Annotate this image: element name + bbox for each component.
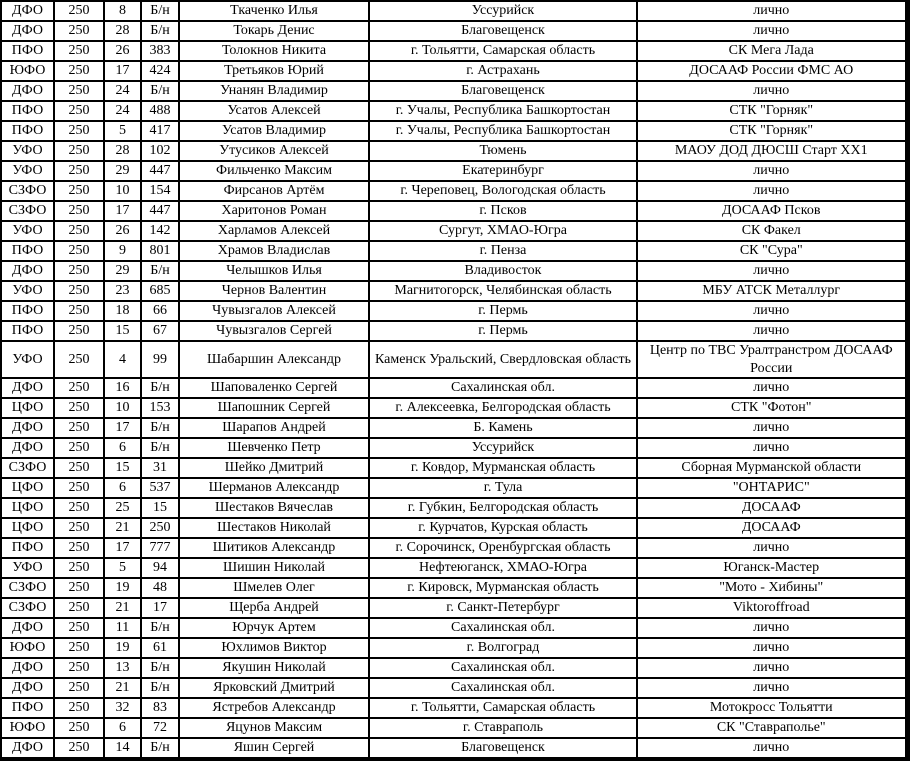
cell-class: 250 [54, 221, 104, 241]
cell-license: 153 [141, 398, 179, 418]
cell-name: Шмелев Олег [179, 578, 369, 598]
cell-region: УФО [1, 341, 54, 378]
cell-license: 99 [141, 341, 179, 378]
cell-region: ЦФО [1, 498, 54, 518]
table-row [1, 281, 907, 301]
cell-region: УФО [1, 281, 54, 301]
cell-region: ЦФО [1, 478, 54, 498]
cell-name: Щерба Андрей [179, 598, 369, 618]
cell-license: 250 [141, 518, 179, 538]
cell-city: Сахалинская обл. [369, 378, 637, 398]
cell-club: "ОНТАРИС" [637, 478, 907, 498]
cell-city: г. Тольятти, Самарская область [369, 698, 637, 718]
cell-club: СТК "Горняк" [637, 101, 907, 121]
cell-class: 250 [54, 678, 104, 698]
cell-license: Б/н [141, 418, 179, 438]
cell-club: лично [637, 301, 907, 321]
cell-club: "Мото - Хибины" [637, 578, 907, 598]
cell-start_number: 6 [104, 438, 141, 458]
cell-start_number: 16 [104, 378, 141, 398]
table-row [1, 61, 907, 81]
table-row [1, 101, 907, 121]
cell-name: Третьяков Юрий [179, 61, 369, 81]
table-row [1, 321, 907, 341]
cell-class: 250 [54, 418, 104, 438]
cell-region: ДФО [1, 418, 54, 438]
cell-club: ДОСААФ [637, 498, 907, 518]
cell-club: лично [637, 181, 907, 201]
cell-license: Б/н [141, 1, 179, 21]
cell-name: Шишин Николай [179, 558, 369, 578]
cell-club: лично [637, 81, 907, 101]
table-row [1, 698, 907, 718]
cell-class: 250 [54, 378, 104, 398]
table-row [1, 498, 907, 518]
cell-club: Юганск-Мастер [637, 558, 907, 578]
cell-region: ПФО [1, 301, 54, 321]
cell-region: ДФО [1, 658, 54, 678]
cell-license: 15 [141, 498, 179, 518]
cell-name: Шапошник Сергей [179, 398, 369, 418]
cell-start_number: 17 [104, 418, 141, 438]
cell-class: 250 [54, 698, 104, 718]
cell-name: Юрчук Артем [179, 618, 369, 638]
cell-city: г. Астрахань [369, 61, 637, 81]
cell-start_number: 9 [104, 241, 141, 261]
cell-class: 250 [54, 478, 104, 498]
cell-city: г. Санкт-Петербург [369, 598, 637, 618]
cell-club: СК "Сура" [637, 241, 907, 261]
cell-city: г. Тула [369, 478, 637, 498]
cell-class: 250 [54, 181, 104, 201]
cell-city: г. Пенза [369, 241, 637, 261]
table-row [1, 518, 907, 538]
cell-start_number: 21 [104, 678, 141, 698]
cell-class: 250 [54, 101, 104, 121]
cell-class: 250 [54, 121, 104, 141]
cell-region: ЮФО [1, 638, 54, 658]
cell-name: Толокнов Никита [179, 41, 369, 61]
cell-license: 447 [141, 161, 179, 181]
table-row [1, 478, 907, 498]
cell-club: лично [637, 658, 907, 678]
cell-region: УФО [1, 558, 54, 578]
cell-club: Центр по ТВС Уралтранстром ДОСААФ России [637, 341, 907, 378]
cell-name: Шерманов Александр [179, 478, 369, 498]
cell-region: ПФО [1, 698, 54, 718]
cell-city: Нефтеюганск, ХМАО-Югра [369, 558, 637, 578]
cell-start_number: 21 [104, 598, 141, 618]
cell-club: СК "Ставраполье" [637, 718, 907, 738]
table-row [1, 678, 907, 698]
cell-name: Харитонов Роман [179, 201, 369, 221]
cell-city: Б. Камень [369, 418, 637, 438]
cell-city: Владивосток [369, 261, 637, 281]
cell-name: Ястребов Александр [179, 698, 369, 718]
cell-club: лично [637, 1, 907, 21]
cell-region: СЗФО [1, 598, 54, 618]
table-row [1, 21, 907, 41]
table-row [1, 301, 907, 321]
cell-city: Сахалинская обл. [369, 658, 637, 678]
cell-license: Б/н [141, 81, 179, 101]
cell-license: 102 [141, 141, 179, 161]
cell-name: Челышков Илья [179, 261, 369, 281]
cell-class: 250 [54, 41, 104, 61]
cell-license: 61 [141, 638, 179, 658]
table-row [1, 341, 907, 378]
cell-region: ДФО [1, 261, 54, 281]
cell-license: Б/н [141, 378, 179, 398]
cell-license: 537 [141, 478, 179, 498]
cell-region: ДФО [1, 438, 54, 458]
table-row [1, 638, 907, 658]
cell-class: 250 [54, 281, 104, 301]
cell-region: ДФО [1, 1, 54, 21]
cell-name: Юхлимов Виктор [179, 638, 369, 658]
cell-license: 447 [141, 201, 179, 221]
cell-start_number: 5 [104, 558, 141, 578]
cell-class: 250 [54, 578, 104, 598]
cell-start_number: 17 [104, 538, 141, 558]
cell-start_number: 15 [104, 321, 141, 341]
cell-license: 48 [141, 578, 179, 598]
cell-city: Уссурийск [369, 438, 637, 458]
cell-class: 250 [54, 498, 104, 518]
cell-license: 66 [141, 301, 179, 321]
cell-region: УФО [1, 221, 54, 241]
cell-name: Шестаков Вячеслав [179, 498, 369, 518]
cell-class: 250 [54, 598, 104, 618]
cell-name: Чувызгалов Сергей [179, 321, 369, 341]
cell-name: Шитиков Александр [179, 538, 369, 558]
cell-club: лично [637, 21, 907, 41]
cell-name: Якушин Николай [179, 658, 369, 678]
cell-class: 250 [54, 438, 104, 458]
cell-club: СТК "Фотон" [637, 398, 907, 418]
table-row [1, 618, 907, 638]
cell-start_number: 21 [104, 518, 141, 538]
cell-license: Б/н [141, 658, 179, 678]
cell-club: лично [637, 378, 907, 398]
cell-class: 250 [54, 638, 104, 658]
cell-license: Б/н [141, 21, 179, 41]
table-row [1, 1, 907, 21]
cell-club: Мотокросс Тольятти [637, 698, 907, 718]
table-row [1, 261, 907, 281]
cell-license: 488 [141, 101, 179, 121]
cell-region: ДФО [1, 738, 54, 759]
table-row [1, 558, 907, 578]
cell-club: МБУ АТСК Металлург [637, 281, 907, 301]
cell-name: Харламов Алексей [179, 221, 369, 241]
cell-city: г. Сорочинск, Оренбургская область [369, 538, 637, 558]
cell-city: Сахалинская обл. [369, 618, 637, 638]
cell-city: г. Пермь [369, 301, 637, 321]
cell-city: г. Тольятти, Самарская область [369, 41, 637, 61]
cell-city: г. Ставраполь [369, 718, 637, 738]
cell-license: Б/н [141, 261, 179, 281]
cell-region: УФО [1, 141, 54, 161]
cell-class: 250 [54, 618, 104, 638]
cell-name: Чувызгалов Алексей [179, 301, 369, 321]
cell-club: лично [637, 161, 907, 181]
cell-start_number: 6 [104, 718, 141, 738]
cell-license: Б/н [141, 678, 179, 698]
cell-region: СЗФО [1, 201, 54, 221]
cell-region: ЦФО [1, 518, 54, 538]
cell-club: СТК "Горняк" [637, 121, 907, 141]
cell-license: 154 [141, 181, 179, 201]
cell-city: Каменск Уральский, Свердловская область [369, 341, 637, 378]
cell-class: 250 [54, 261, 104, 281]
cell-city: г. Ковдор, Мурманская область [369, 458, 637, 478]
cell-region: ДФО [1, 678, 54, 698]
cell-club: СК Мега Лада [637, 41, 907, 61]
cell-city: г. Череповец, Вологодская область [369, 181, 637, 201]
cell-license: 94 [141, 558, 179, 578]
cell-club: СК Факел [637, 221, 907, 241]
cell-class: 250 [54, 558, 104, 578]
cell-club: лично [637, 538, 907, 558]
cell-name: Шабаршин Александр [179, 341, 369, 378]
cell-club: Сборная Мурманской области [637, 458, 907, 478]
cell-license: 417 [141, 121, 179, 141]
cell-name: Токарь Денис [179, 21, 369, 41]
cell-start_number: 19 [104, 638, 141, 658]
cell-start_number: 26 [104, 221, 141, 241]
cell-license: 83 [141, 698, 179, 718]
table-row [1, 121, 907, 141]
cell-license: Б/н [141, 738, 179, 759]
cell-class: 250 [54, 161, 104, 181]
cell-class: 250 [54, 458, 104, 478]
cell-city: Екатеринбург [369, 161, 637, 181]
riders-table-body [1, 1, 907, 759]
cell-region: СЗФО [1, 181, 54, 201]
cell-class: 250 [54, 201, 104, 221]
cell-region: ДФО [1, 378, 54, 398]
cell-start_number: 25 [104, 498, 141, 518]
cell-license: 801 [141, 241, 179, 261]
cell-club: Viktoroffroad [637, 598, 907, 618]
table-row [1, 658, 907, 678]
cell-city: Магнитогорск, Челябинская область [369, 281, 637, 301]
cell-club: лично [637, 418, 907, 438]
table-row [1, 81, 907, 101]
table-row [1, 181, 907, 201]
cell-license: 685 [141, 281, 179, 301]
cell-license: Б/н [141, 618, 179, 638]
cell-club: МАОУ ДОД ДЮСШ Старт ХХ1 [637, 141, 907, 161]
cell-class: 250 [54, 141, 104, 161]
cell-class: 250 [54, 398, 104, 418]
cell-class: 250 [54, 738, 104, 759]
cell-license: 31 [141, 458, 179, 478]
cell-region: ДФО [1, 618, 54, 638]
cell-name: Унанян Владимир [179, 81, 369, 101]
cell-region: ПФО [1, 121, 54, 141]
cell-name: Утусиков Алексей [179, 141, 369, 161]
cell-region: ПФО [1, 241, 54, 261]
cell-start_number: 24 [104, 101, 141, 121]
cell-name: Усатов Владимир [179, 121, 369, 141]
table-row [1, 458, 907, 478]
cell-name: Храмов Владислав [179, 241, 369, 261]
cell-name: Чернов Валентин [179, 281, 369, 301]
cell-class: 250 [54, 81, 104, 101]
cell-start_number: 24 [104, 81, 141, 101]
cell-license: 383 [141, 41, 179, 61]
cell-club: ДОСААФ [637, 518, 907, 538]
cell-start_number: 15 [104, 458, 141, 478]
cell-city: Сургут, ХМАО-Югра [369, 221, 637, 241]
cell-city: Благовещенск [369, 81, 637, 101]
table-row [1, 538, 907, 558]
table-row [1, 418, 907, 438]
cell-class: 250 [54, 21, 104, 41]
cell-name: Яцунов Максим [179, 718, 369, 738]
cell-license: 67 [141, 321, 179, 341]
cell-start_number: 29 [104, 261, 141, 281]
cell-city: Уссурийск [369, 1, 637, 21]
cell-name: Яшин Сергей [179, 738, 369, 759]
table-row [1, 738, 907, 759]
cell-class: 250 [54, 718, 104, 738]
cell-club: лично [637, 678, 907, 698]
table-row [1, 578, 907, 598]
cell-name: Шаповаленко Сергей [179, 378, 369, 398]
cell-class: 250 [54, 241, 104, 261]
cell-class: 250 [54, 321, 104, 341]
cell-start_number: 18 [104, 301, 141, 321]
cell-city: г. Губкин, Белгородская область [369, 498, 637, 518]
cell-city: г. Учалы, Республика Башкортостан [369, 101, 637, 121]
table-row [1, 398, 907, 418]
cell-region: ПФО [1, 538, 54, 558]
cell-region: ЮФО [1, 718, 54, 738]
table-row [1, 718, 907, 738]
cell-name: Ткаченко Илья [179, 1, 369, 21]
cell-license: 424 [141, 61, 179, 81]
cell-club: ДОСААФ России ФМС АО [637, 61, 907, 81]
cell-city: г. Волгоград [369, 638, 637, 658]
cell-region: ЦФО [1, 398, 54, 418]
cell-club: лично [637, 438, 907, 458]
cell-city: г. Курчатов, Курская область [369, 518, 637, 538]
cell-city: г. Алексеевка, Белгородская область [369, 398, 637, 418]
cell-start_number: 13 [104, 658, 141, 678]
table-row [1, 141, 907, 161]
cell-class: 250 [54, 301, 104, 321]
cell-start_number: 5 [104, 121, 141, 141]
cell-region: СЗФО [1, 578, 54, 598]
cell-start_number: 23 [104, 281, 141, 301]
cell-start_number: 28 [104, 141, 141, 161]
table-row [1, 161, 907, 181]
cell-region: ПФО [1, 321, 54, 341]
cell-club: лично [637, 638, 907, 658]
cell-name: Ярковский Дмитрий [179, 678, 369, 698]
cell-start_number: 14 [104, 738, 141, 759]
cell-region: ПФО [1, 41, 54, 61]
cell-region: ДФО [1, 81, 54, 101]
cell-start_number: 26 [104, 41, 141, 61]
cell-start_number: 6 [104, 478, 141, 498]
cell-city: г. Учалы, Республика Башкортостан [369, 121, 637, 141]
cell-region: УФО [1, 161, 54, 181]
cell-class: 250 [54, 1, 104, 21]
cell-name: Шейко Дмитрий [179, 458, 369, 478]
cell-city: г. Кировск, Мурманская область [369, 578, 637, 598]
cell-start_number: 29 [104, 161, 141, 181]
cell-class: 250 [54, 341, 104, 378]
cell-club: лично [637, 261, 907, 281]
cell-name: Усатов Алексей [179, 101, 369, 121]
cell-license: 142 [141, 221, 179, 241]
cell-club: лично [637, 321, 907, 341]
cell-start_number: 4 [104, 341, 141, 378]
cell-region: СЗФО [1, 458, 54, 478]
cell-start_number: 10 [104, 181, 141, 201]
cell-name: Шестаков Николай [179, 518, 369, 538]
cell-name: Фильченко Максим [179, 161, 369, 181]
cell-class: 250 [54, 518, 104, 538]
table-row [1, 438, 907, 458]
cell-name: Шевченко Петр [179, 438, 369, 458]
cell-start_number: 8 [104, 1, 141, 21]
table-row [1, 241, 907, 261]
table-row [1, 221, 907, 241]
table-row [1, 41, 907, 61]
cell-city: г. Псков [369, 201, 637, 221]
cell-start_number: 10 [104, 398, 141, 418]
cell-region: ЮФО [1, 61, 54, 81]
cell-license: 777 [141, 538, 179, 558]
cell-city: Благовещенск [369, 738, 637, 759]
table-row [1, 598, 907, 618]
cell-club: лично [637, 738, 907, 759]
cell-start_number: 17 [104, 61, 141, 81]
cell-name: Фирсанов Артём [179, 181, 369, 201]
cell-license: Б/н [141, 438, 179, 458]
cell-region: ПФО [1, 101, 54, 121]
cell-name: Шарапов Андрей [179, 418, 369, 438]
cell-start_number: 32 [104, 698, 141, 718]
cell-class: 250 [54, 538, 104, 558]
cell-city: Сахалинская обл. [369, 678, 637, 698]
cell-city: Благовещенск [369, 21, 637, 41]
cell-class: 250 [54, 61, 104, 81]
cell-license: 72 [141, 718, 179, 738]
cell-license: 17 [141, 598, 179, 618]
cell-club: лично [637, 618, 907, 638]
table-row [1, 378, 907, 398]
cell-class: 250 [54, 658, 104, 678]
cell-start_number: 11 [104, 618, 141, 638]
cell-start_number: 17 [104, 201, 141, 221]
cell-start_number: 19 [104, 578, 141, 598]
cell-city: Тюмень [369, 141, 637, 161]
cell-region: ДФО [1, 21, 54, 41]
table-row [1, 201, 907, 221]
cell-start_number: 28 [104, 21, 141, 41]
cell-club: ДОСААФ Псков [637, 201, 907, 221]
cell-city: г. Пермь [369, 321, 637, 341]
